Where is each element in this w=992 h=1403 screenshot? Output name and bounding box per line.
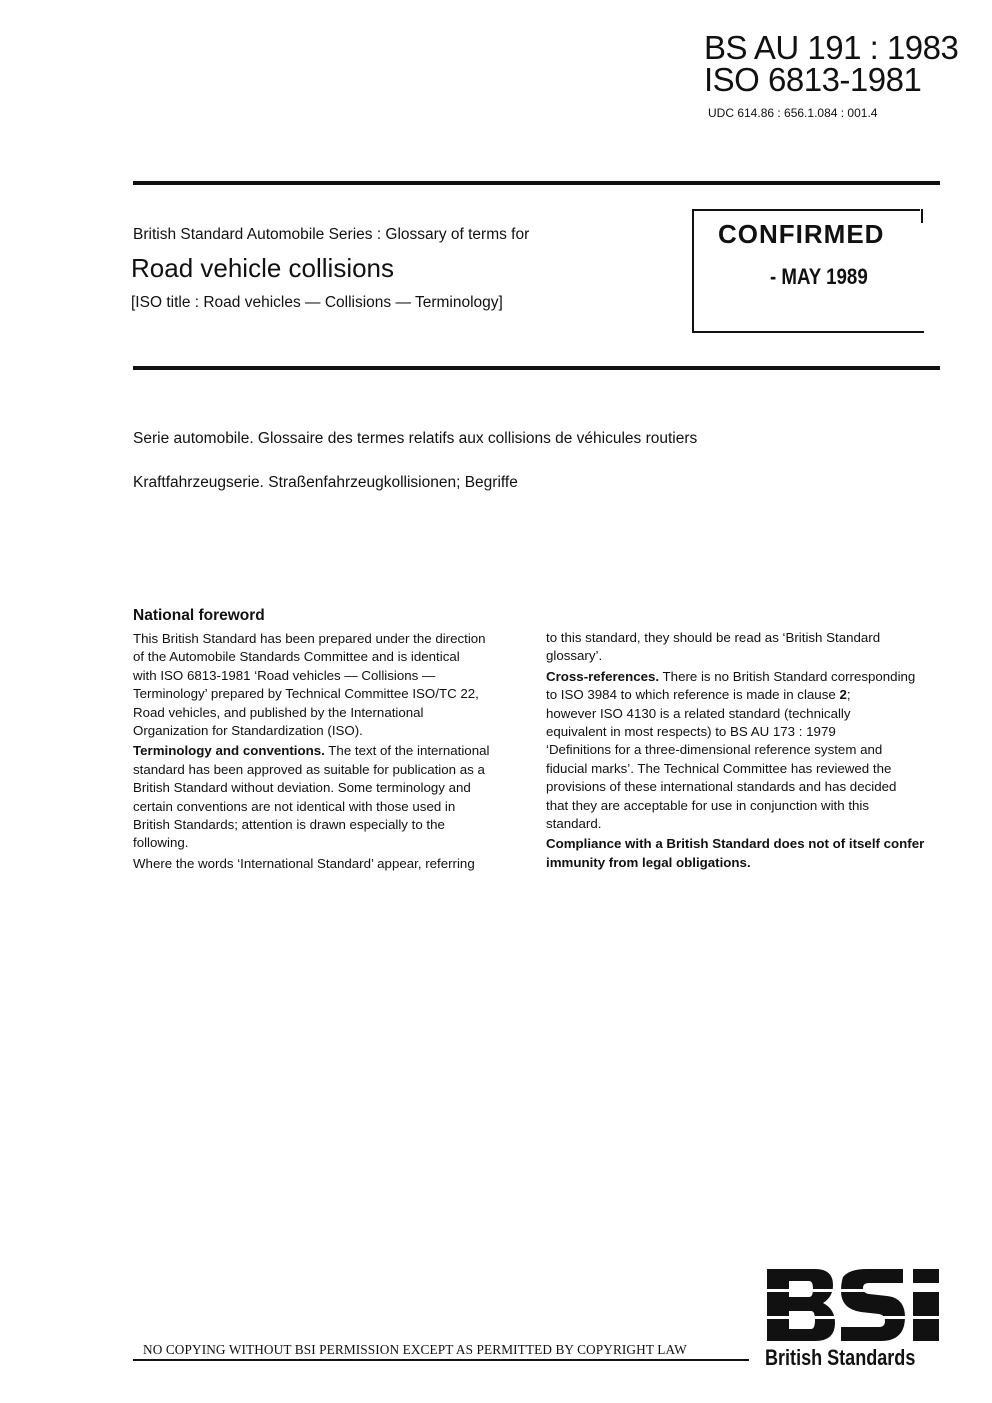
stamp-date: - MAY 1989	[770, 264, 868, 289]
bsi-wordmark: British Standards	[765, 1345, 916, 1370]
foreword-heading: National foreword	[133, 607, 265, 624]
cross-references-paragraph: Cross-references. There is no British Standard corresponding to ISO 3984 to which reference is made in clause 2; however ISO 4130 is a related standard (technically equivalent in most respects) to BS AU 173 : 1979 ‘Definitions for a three-dimensional reference system and fiducial marks’. The Technical Committee has reviewed the provisions of these international standards and has decided that they are acceptable for use in conjunction with this standard.	[546, 668, 916, 832]
clause-number: 2	[839, 687, 847, 703]
terminology-label: Terminology and conventions.	[133, 743, 325, 759]
foreword-right-column	[546, 629, 946, 874]
bsi-logo-icon	[763, 1267, 943, 1343]
stamp-word: CONFIRMED	[718, 219, 885, 249]
title-divider	[133, 366, 940, 370]
cross-references-label: Cross-references.	[546, 668, 660, 684]
udc-classification: UDC 614.86 : 656.1.084 : 001.4	[708, 106, 878, 120]
footer-divider	[133, 1359, 749, 1361]
french-title: Serie automobile. Glossaire des termes relatifs aux collisions de véhicules routiers	[133, 430, 698, 447]
wording-continuation: to this standard, they should be read as ‘British Standard glossary’.	[546, 630, 881, 664]
top-divider	[133, 181, 940, 185]
document-title: Road vehicle collisions	[131, 253, 395, 283]
iso-title: [ISO title : Road vehicles — Collisions — Terminology]	[131, 294, 503, 311]
foreword-paragraph: This British Standard has been prepared under the direction of the Automobile Standards Committee and is identical with ISO 6813-1981 ‘Road vehicles — Collisions — Terminology’ prepared by Technical Committee ISO/TC 22, Road vehicles, and published by the International Organization for Standardization (ISO).	[133, 631, 486, 739]
foreword-left-column	[133, 630, 533, 875]
compliance-notice: Compliance with a British Standard does not of itself confer immunity from legal obligations.	[546, 836, 925, 870]
terminology-paragraph: Terminology and conventions. The text of the international standard has been approved as suitable for publication as a British Standard without deviation. Some terminology and certain conventions are not identical with those used in British Standards; attention is drawn especially to the following.	[133, 743, 490, 851]
confirmed-stamp	[692, 209, 924, 333]
standard-number-iso: ISO 6813-1981	[704, 61, 922, 98]
wording-paragraph: Where the words ‘International Standard’ appear, referring	[133, 855, 475, 871]
german-title: Kraftfahrzeugserie. Straßenfahrzeugkollisionen; Begriffe	[133, 474, 518, 491]
series-title: British Standard Automobile Series : Glossary of terms for	[133, 226, 530, 243]
copyright-notice: NO COPYING WITHOUT BSI PERMISSION EXCEPT AS PERMITTED BY COPYRIGHT LAW	[143, 1342, 687, 1357]
standard-number-bs: BS AU 191 : 1983	[704, 29, 959, 66]
